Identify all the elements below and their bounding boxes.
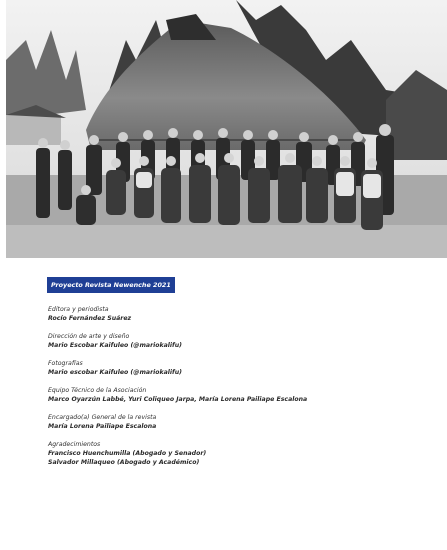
credits-list (48, 305, 428, 476)
credit-acknowledgements (48, 440, 428, 467)
credit-role: Dirección de arte y diseño (48, 333, 130, 340)
credit-name: Mario Escobar Kaifuleo (@mariokalifu) (48, 342, 182, 349)
credit-name: Mario escobar Kaifuleo (@mariokalifu) (48, 369, 182, 376)
credit-general-manager (48, 413, 428, 431)
photo-illustration (6, 0, 447, 258)
credit-name: Salvador Millaqueo (Abogado y Académico) (48, 459, 200, 466)
group-photo (6, 0, 447, 258)
credit-role: Agradecimientos (48, 441, 101, 448)
credit-art-direction (48, 332, 428, 350)
credit-role: Encargado(a) General de la revista (48, 414, 157, 421)
project-label: Proyecto Revista Newenche 2021 (47, 277, 175, 293)
credit-role: Fotografías (48, 360, 83, 367)
credit-editor (48, 305, 428, 323)
credit-role: Editora y periodista (48, 306, 109, 313)
credit-name: María Lorena Pailiape Escalona (48, 423, 157, 430)
credit-name: Francisco Huenchumilla (Abogado y Senador) (48, 450, 207, 457)
credit-photography (48, 359, 428, 377)
credit-role: Equipo Técnico de la Asociación (48, 387, 147, 394)
credit-name: Marco Oyarzún Labbé, Yuri Coliqueo Jarpa, María Lorena Pailiape Escalona (48, 396, 308, 403)
credit-name: Rocío Fernández Suárez (48, 315, 132, 322)
credit-technical-team (48, 386, 428, 404)
